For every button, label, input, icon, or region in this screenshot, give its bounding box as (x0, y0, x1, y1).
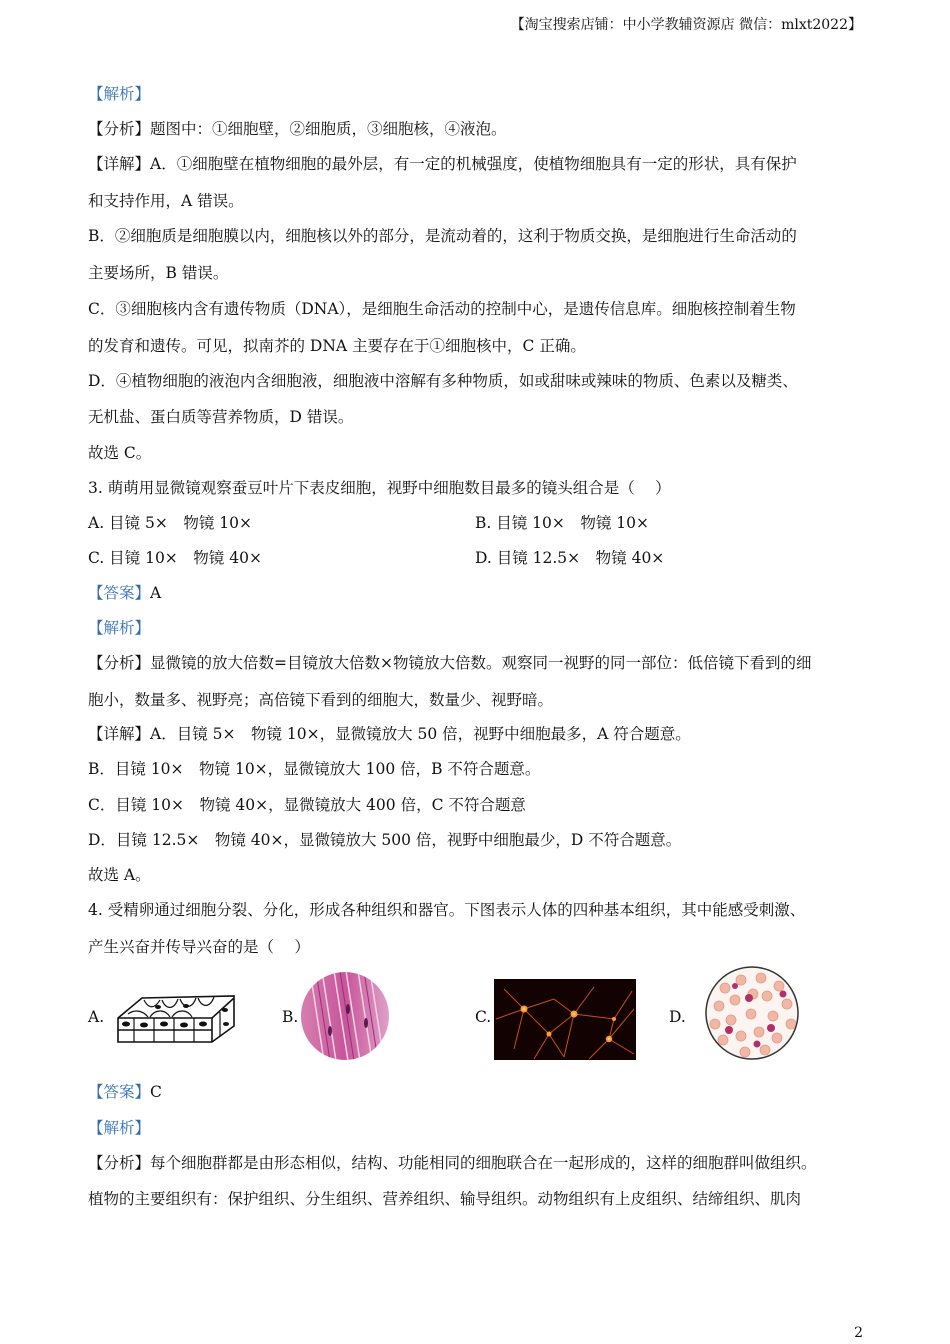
text-line: 主要场所，B 错误。 (88, 264, 229, 282)
text-line: C．目镜 10× 物镜 40×，显微镜放大 400 倍，C 不符合题意 (88, 796, 526, 814)
option-c-label: C. (475, 1008, 492, 1026)
option-a-label: A. (88, 1008, 105, 1026)
text-line: 和支持作用，A 错误。 (88, 192, 244, 210)
nerve-tissue-image (494, 979, 636, 1060)
analysis-tag: 【解析】 (88, 85, 151, 103)
text-line: B．目镜 10× 物镜 10×，显微镜放大 100 倍，B 不符合题意。 (88, 760, 541, 778)
text-line: D．目镜 12.5× 物镜 40×，显微镜放大 500 倍，视野中细胞最少，D 不符合题意。 (88, 831, 682, 849)
page-number: 2 (854, 1325, 863, 1341)
question-4-cont: 产生兴奋并传导兴奋的是（ ） (88, 938, 310, 956)
text-line: C．③细胞核内含有遗传物质（DNA），是细胞生命活动的控制中心，是遗传信息库。细胞核控制着生物 (88, 300, 796, 318)
text-line: 无机盐、蛋白质等营养物质，D 错误。 (88, 408, 354, 426)
text-line: 故选 C。 (88, 444, 152, 462)
text-line: 胞小，数量多、视野亮；高倍镜下看到的细胞大，数量少、视野暗。 (88, 691, 554, 709)
answer-tag: 【答案】 (88, 584, 151, 602)
option-a: A. 目镜 5× 物镜 10× (88, 514, 252, 532)
question-4: 4. 受精卵通过细胞分裂、分化，形成各种组织和器官。下图表示人体的四种基本组织，其中能感受刺激、 (88, 901, 806, 919)
text-line: 【分析】每个细胞群都是由形态相似，结构、功能相同的细胞联合在一起形成的，这样的细胞群叫做组织。 (88, 1154, 817, 1172)
page-header: 【淘宝搜索店铺：中小学教辅资源店 微信：mlxt2022】 (510, 17, 862, 33)
blood-tissue-image (705, 966, 799, 1060)
text-line: 故选 A。 (88, 866, 151, 884)
answer-line (88, 581, 161, 603)
text-line: 【详解】A．①细胞壁在植物细胞的最外层，有一定的机械强度，使植物细胞具有一定的形状，具有保护 (88, 155, 797, 173)
analysis-tag: 【解析】 (88, 619, 151, 637)
text-line: 的发育和遗传。可见，拟南芥的 DNA 主要存在于①细胞核中，C 正确。 (88, 337, 586, 355)
option-c: C. 目镜 10× 物镜 40× (88, 549, 262, 567)
option-d-label: D. (669, 1008, 686, 1026)
answer-tag: 【答案】 (88, 1083, 151, 1101)
option-d: D. 目镜 12.5× 物镜 40× (475, 549, 665, 567)
answer-value: C (150, 1083, 162, 1101)
text-line: D．④植物细胞的液泡内含细胞液，细胞液中溶解有多种物质，如或甜味或辣味的物质、色素以及糖类、 (88, 372, 798, 390)
text-line: 【分析】显微镜的放大倍数=目镜放大倍数×物镜放大倍数。观察同一视野的同一部位：低倍镜下看到的细 (88, 654, 812, 672)
answer-line (88, 1080, 162, 1102)
epithelial-tissue-image (114, 988, 238, 1046)
question-3: 3. 萌萌用显微镜观察蚕豆叶片下表皮细胞，视野中细胞数目最多的镜头组合是（ ） (88, 479, 671, 497)
option-b-label: B. (282, 1008, 299, 1026)
answer-value: A (150, 584, 162, 602)
option-b: B. 目镜 10× 物镜 10× (475, 514, 650, 532)
text-line: B．②细胞质是细胞膜以内，细胞核以外的部分，是流动着的，这利于物质交换，是细胞进行生命活动的 (88, 227, 797, 245)
text-line: 【详解】A．目镜 5× 物镜 10×，显微镜放大 50 倍，视野中细胞最多，A 符合题意。 (88, 725, 691, 743)
text-line: 植物的主要组织有：保护组织、分生组织、营养组织、输导组织。动物组织有上皮组织、结缔组织、肌肉 (88, 1190, 802, 1208)
muscle-tissue-image (300, 971, 390, 1061)
analysis-tag: 【解析】 (88, 1119, 151, 1137)
text-line: 【分析】题图中：①细胞壁，②细胞质，③细胞核，④液泡。 (88, 120, 507, 138)
